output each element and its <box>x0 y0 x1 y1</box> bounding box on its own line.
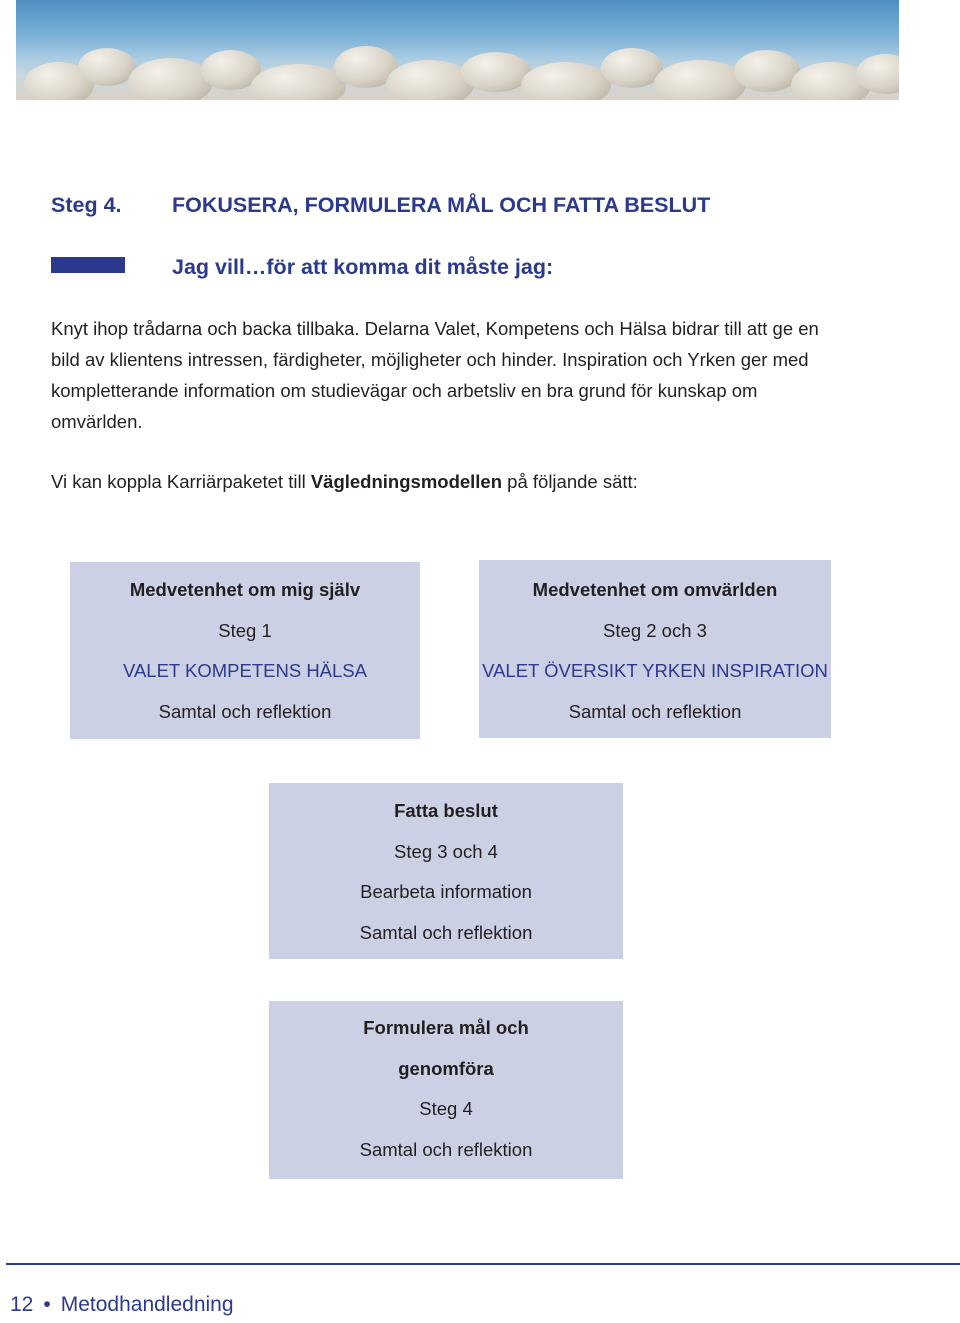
box-title: Medvetenhet om omvärlden <box>532 579 778 600</box>
lead-text-before: Vi kan koppla Karriärpaketet till <box>51 471 311 492</box>
box-parts: VALET ÖVERSIKT YRKEN INSPIRATION <box>482 660 828 681</box>
box-step: Steg 2 och 3 <box>603 619 707 641</box>
box-step: Steg 1 <box>218 619 272 641</box>
page-footer <box>10 1293 234 1317</box>
box-detail: Bearbeta information <box>360 881 532 902</box>
page-number: 12 <box>10 1293 34 1316</box>
footer-separator: • <box>43 1293 51 1316</box>
box-step: Steg 4 <box>419 1098 473 1119</box>
lead-model-name: Vägledningsmodellen <box>310 471 503 492</box>
step-label: Steg 4. <box>51 193 122 217</box>
box-title: Fatta beslut <box>394 800 498 821</box>
model-box-world-awareness <box>479 560 831 738</box>
box-note: Samtal och reflektion <box>359 1138 533 1160</box>
footer-rule <box>6 1263 960 1265</box>
box-note: Samtal och reflektion <box>158 700 332 722</box>
model-box-self-awareness <box>70 562 420 739</box>
section-title: FOKUSERA, FORMULERA MÅL OCH FATTA BESLUT <box>172 193 711 217</box>
intro-text <box>51 313 841 437</box>
box-parts: VALET KOMPETENS HÄLSA <box>122 660 367 681</box>
subheading: Jag vill…för att komma dit måste jag: <box>172 255 554 279</box>
box-title: Medvetenhet om mig själv <box>129 579 361 600</box>
lead-sentence <box>51 466 851 497</box>
box-title-line2: genomföra <box>398 1057 494 1079</box>
intro-paragraph: Knyt ihop trådarna och backa tillbaka. Delarna Valet, Kompetens och Hälsa bidrar till att ge en bild av klientens intressen, färdigheter, möjligheter och hinder. Inspiration och Yrken ger med kompletterande information om studievägar och arbetsliv en bra grund för kunskap om omvärlden. <box>51 318 819 432</box>
accent-bar <box>51 257 125 273</box>
model-box-goals <box>269 1001 623 1179</box>
box-title-line1: Formulera mål och <box>363 1017 529 1038</box>
header-photo-stones <box>16 0 899 100</box>
box-note: Samtal och reflektion <box>568 700 742 722</box>
box-step: Steg 3 och 4 <box>394 840 498 862</box>
box-note: Samtal och reflektion <box>359 921 533 943</box>
lead-text-after: på följande sätt: <box>502 471 638 492</box>
publication-name: Metodhandledning <box>60 1293 234 1316</box>
model-box-decision <box>269 783 623 959</box>
